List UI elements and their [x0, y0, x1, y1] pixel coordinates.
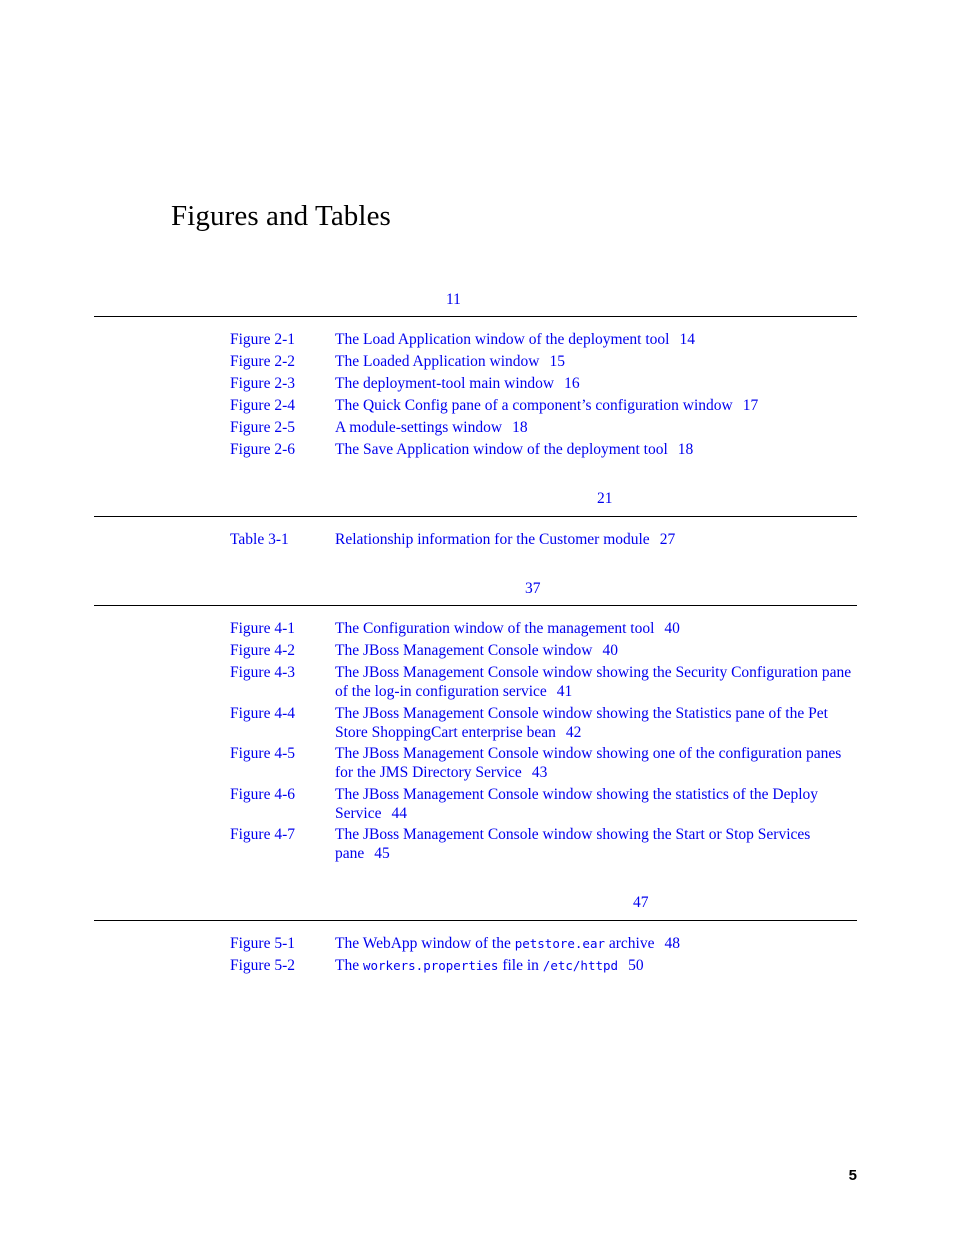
entry-page-number[interactable]: 27 [659, 531, 676, 548]
entry-title[interactable]: The deployment-tool main window [335, 375, 555, 392]
entry-page-number[interactable]: 17 [742, 397, 759, 414]
entry-page-number[interactable]: 14 [679, 331, 695, 348]
entry-text-wrap[interactable] [335, 619, 860, 638]
entry-text-wrap[interactable] [335, 934, 860, 953]
entry-page-number[interactable]: 50 [628, 957, 644, 974]
entry-code-filename[interactable]: petstore.ear [514, 936, 606, 951]
entry-label[interactable]: Figure 2-5 [230, 419, 296, 436]
entry-label[interactable]: Figure 2-6 [230, 441, 296, 458]
entry-title[interactable]: The Load Application window of the deployment tool [335, 331, 670, 348]
entry-label[interactable]: Figure 4-1 [230, 620, 296, 637]
entry-title[interactable]: The Quick Config pane of a component’s configuration window [335, 397, 733, 414]
chapter-heading-page-link[interactable]: 11 [446, 291, 461, 308]
entry-label[interactable]: Figure 2-3 [230, 375, 296, 392]
entry-title-part[interactable]: The WebApp window of the [335, 935, 515, 952]
section-rule [94, 920, 857, 921]
entry-label[interactable]: Figure 5-1 [230, 935, 296, 952]
section-rule [94, 316, 857, 317]
entry-label[interactable]: Figure 4-5 [230, 745, 296, 762]
entry-title[interactable]: A module-settings window [335, 419, 503, 436]
entry-label[interactable]: Figure 2-2 [230, 353, 296, 370]
entry-label[interactable]: Figure 4-7 [230, 826, 296, 843]
entry-text-wrap[interactable] [335, 956, 860, 975]
entry-label[interactable]: Figure 5-2 [230, 957, 296, 974]
entry-text-wrap[interactable] [335, 440, 860, 459]
entry-title[interactable]: The JBoss Management Console window showing the statistics of the Deploy Service [335, 786, 819, 822]
entry-title[interactable]: Relationship information for the Customer module [335, 531, 650, 548]
entry-label[interactable]: Table 3-1 [230, 531, 289, 548]
entry-page-number[interactable]: 18 [512, 419, 528, 436]
entry-label[interactable]: Figure 4-6 [230, 786, 296, 803]
entry-page-number[interactable]: 15 [549, 353, 565, 370]
entry-text-wrap[interactable] [335, 663, 860, 701]
entry-text-wrap[interactable] [335, 530, 860, 549]
entry-text-wrap[interactable] [335, 641, 860, 660]
chapter-heading-page-link[interactable]: 47 [633, 894, 649, 911]
section-rule [94, 605, 857, 606]
entry-text-wrap[interactable] [335, 418, 860, 437]
entry-text-wrap[interactable] [335, 704, 860, 742]
entry-title-part[interactable]: The [335, 957, 363, 974]
entry-title[interactable]: The JBoss Management Console window showing the Start or Stop Services pane [335, 826, 811, 862]
entry-title-part[interactable]: archive [605, 935, 655, 952]
entry-title[interactable]: The JBoss Management Console window [335, 642, 593, 659]
entry-page-number[interactable]: 43 [531, 764, 548, 781]
entry-title[interactable]: The Configuration window of the management tool [335, 620, 655, 637]
entry-label[interactable]: Figure 4-2 [230, 642, 296, 659]
entry-page-number[interactable]: 40 [664, 620, 680, 637]
entry-page-number[interactable]: 48 [664, 935, 680, 952]
entry-page-number[interactable]: 40 [602, 642, 618, 659]
entry-text-wrap[interactable] [335, 744, 860, 782]
page-number: 5 [848, 1167, 857, 1184]
entry-text-wrap[interactable] [335, 352, 860, 371]
entry-code-filename[interactable]: workers.properties [362, 958, 499, 973]
entry-page-number[interactable]: 45 [374, 845, 390, 862]
entry-page-number[interactable]: 16 [564, 375, 580, 392]
page-title: Figures and Tables [171, 200, 391, 232]
entry-page-number[interactable]: 42 [565, 724, 582, 741]
entry-title[interactable]: The JBoss Management Console window showing one of the configuration panes for the JMS Directory Service [335, 745, 842, 781]
entry-label[interactable]: Figure 2-1 [230, 331, 296, 348]
entry-title[interactable]: The Save Application window of the deployment tool [335, 441, 668, 458]
entry-text-wrap[interactable] [335, 825, 860, 863]
chapter-heading-page-link[interactable]: 21 [597, 490, 613, 507]
entry-title-part[interactable]: file in [498, 957, 543, 974]
chapter-heading-page-link[interactable]: 37 [525, 580, 541, 597]
entry-page-number[interactable]: 18 [677, 441, 694, 458]
entry-page-number[interactable]: 44 [391, 805, 407, 822]
entry-title[interactable]: The JBoss Management Console window showing the Statistics pane of the Pet Store ShoppingCart enterprise bean [335, 705, 828, 741]
entry-page-number[interactable]: 41 [556, 683, 573, 700]
entry-text-wrap[interactable] [335, 396, 860, 415]
entry-title[interactable]: The JBoss Management Console window showing the Security Configuration pane of the log-in configuration service [335, 664, 852, 700]
entry-label[interactable]: Figure 4-4 [230, 705, 296, 722]
entry-text-wrap[interactable] [335, 330, 860, 349]
section-rule [94, 516, 857, 517]
entry-title[interactable]: The Loaded Application window [335, 353, 540, 370]
entry-label[interactable]: Figure 2-4 [230, 397, 296, 414]
entry-code-path[interactable]: /etc/httpd [542, 958, 619, 973]
entry-label[interactable]: Figure 4-3 [230, 664, 296, 681]
entry-text-wrap[interactable] [335, 374, 860, 393]
entry-text-wrap[interactable] [335, 785, 860, 823]
